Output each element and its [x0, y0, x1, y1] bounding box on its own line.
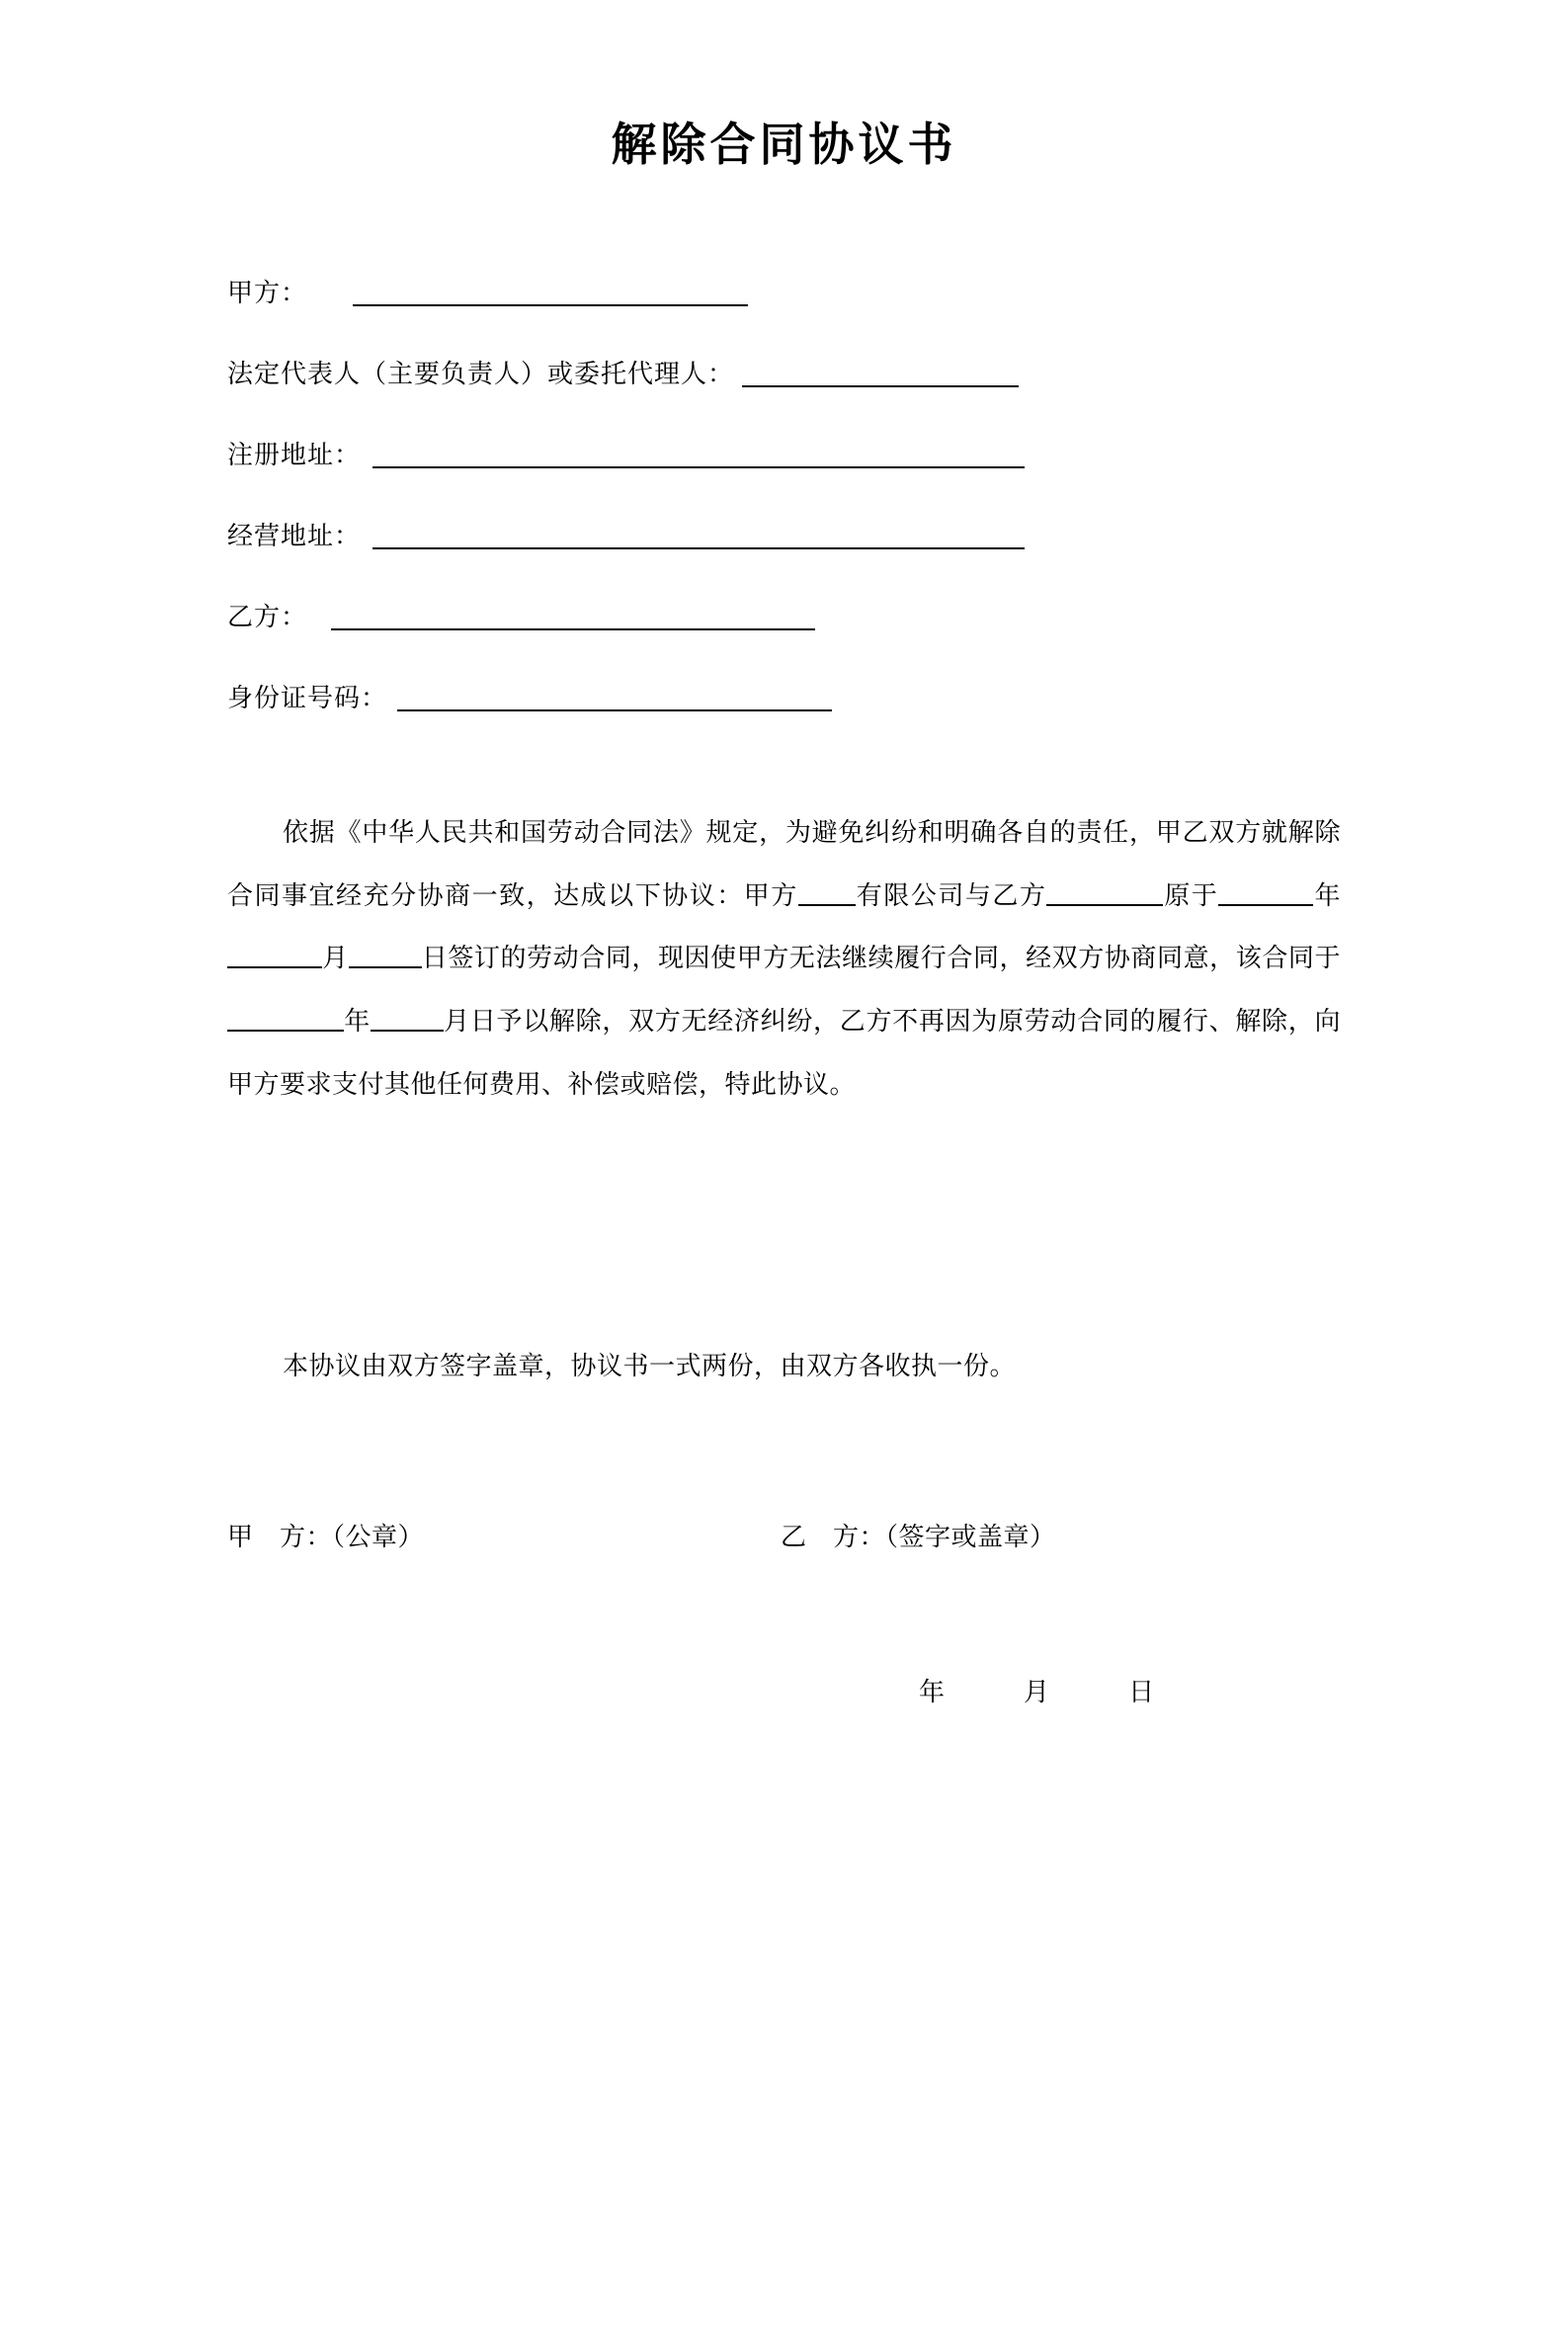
field-label-party-a: 甲方：	[227, 279, 308, 308]
date-month-label: 月	[1024, 1678, 1050, 1708]
body-segment-6: 日签订的劳动合同，现因使甲方无法继续履行合同，经双方协商同意，该合同于	[421, 944, 1341, 974]
input-terminate-year[interactable]	[227, 1010, 344, 1032]
input-legal-representative[interactable]	[742, 364, 1019, 387]
field-legal-representative	[227, 362, 1341, 387]
input-terminate-month[interactable]	[371, 1010, 444, 1032]
body-segment-1: 依据《中华人民共和国劳动合同法》规定，为避免纠纷和明确各自的责任，甲乙双方就解除合同事宜经充分协商一致，达成以下协议：甲方	[227, 818, 1341, 911]
body-segment-2: 有限公司与乙方	[855, 880, 1047, 911]
field-party-b	[227, 605, 1341, 630]
body-segment-8: 月日予以解除，双方无经济纠纷，乙方不再因为原劳动合同的履行、解除，向甲方要求支付其他任何费用、补偿或赔偿，特此协议。	[227, 1007, 1341, 1100]
body-segment-5: 月	[322, 944, 349, 974]
body-segment-4: 年	[1313, 880, 1341, 911]
field-label-legal-representative: 法定代表人（主要负责人）或委托代理人：	[227, 360, 735, 389]
page-title: 解除合同协议书	[611, 118, 957, 171]
input-sign-year[interactable]	[1218, 884, 1313, 906]
field-label-id-number: 身份证号码：	[227, 684, 388, 713]
document-page	[0, 109, 1568, 2327]
closing-statement: 本协议由双方签字盖章，协议书一式两份，由双方各收执一份。	[283, 1352, 1017, 1382]
field-registered-address	[227, 443, 1341, 468]
input-business-address[interactable]	[372, 526, 1025, 549]
party-information-block	[227, 281, 1341, 711]
field-business-address	[227, 524, 1341, 549]
body-segment-3: 原于	[1163, 880, 1219, 911]
input-company-name[interactable]	[798, 884, 856, 906]
input-party-a[interactable]	[353, 283, 748, 306]
date-line	[227, 1672, 1341, 1708]
signature-party-a[interactable]: 甲 方：（公章）	[227, 1523, 425, 1553]
agreement-body	[227, 802, 1341, 1117]
signature-row	[227, 1517, 1341, 1553]
input-party-b-name[interactable]	[1046, 884, 1163, 906]
field-label-party-b: 乙方：	[227, 603, 308, 632]
field-label-business-address: 经营地址：	[227, 522, 362, 551]
input-party-b[interactable]	[331, 607, 815, 630]
field-id-number	[227, 686, 1341, 711]
signature-party-b[interactable]: 乙 方：（签字或盖章）	[781, 1523, 1056, 1553]
body-segment-7: 年	[344, 1007, 371, 1038]
field-label-registered-address: 注册地址：	[227, 441, 362, 470]
input-id-number[interactable]	[397, 688, 832, 711]
input-registered-address[interactable]	[372, 445, 1025, 468]
date-day-label: 日	[1128, 1678, 1155, 1708]
field-party-a	[227, 281, 1341, 306]
date-year-label: 年	[919, 1678, 946, 1708]
input-sign-day[interactable]	[349, 947, 422, 968]
input-sign-month[interactable]	[227, 947, 322, 968]
